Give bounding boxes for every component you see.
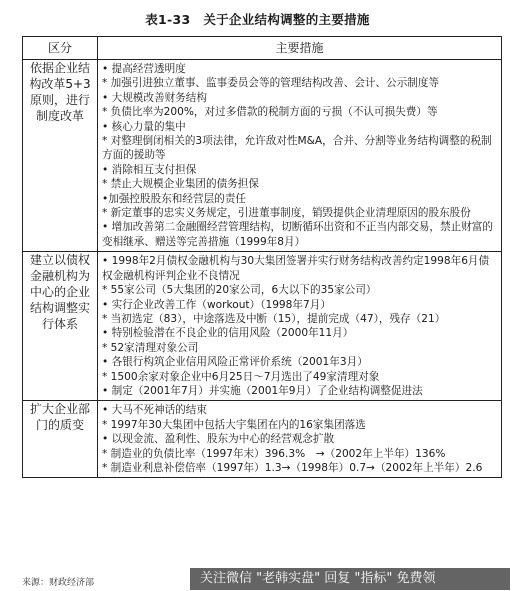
- measure-item: • 大规模改善财务结构: [102, 91, 207, 104]
- measure-item: • 消除相互支付担保: [102, 163, 197, 176]
- source-note: 来源：财政经济部: [22, 578, 95, 588]
- measure-item: * 当初选定（83），中途落选及中断（15），提前完成（47），残存（21）: [102, 312, 446, 325]
- table-row: [23, 401, 502, 478]
- row-measures: [98, 60, 502, 252]
- measure-item: * 负债比率为200%，对过多借款的税制方面的亏损（不认可损失费）等: [102, 106, 438, 119]
- measure-item: * 新定董事的忠实义务规定，引进董事制度，销毁提供企业清理原因的股东股份: [102, 207, 471, 220]
- measure-item: •加强控股股东和经营层的责任: [102, 192, 246, 205]
- measure-item: • 1998年2月债权金融机构与30大集团签署并实行财务结构改善约定1998年6月债权金融机构评判企业不良情况: [102, 255, 490, 282]
- measure-item: • 制定（2001年7月）并实施（2001年9月）了企业结构调整促进法: [102, 384, 423, 397]
- measure-item: * 禁止大规模企业集团的债务担保: [102, 178, 259, 191]
- measure-item: • 实行企业改善工作（workout）（1998年7月）: [102, 298, 331, 311]
- header-category: 区分: [23, 37, 98, 60]
- measure-item: • 核心力量的集中: [102, 120, 186, 133]
- row-measures: [98, 252, 502, 401]
- table-row: [23, 60, 502, 252]
- measure-item: * 55家公司（5大集团的20家公司，6大以下的35家公司）: [102, 284, 377, 297]
- measure-item: • 以现金流、盈利性、股东为中心的经营观念扩散: [102, 433, 335, 446]
- row-category: 建立以债权金融机构为中心的企业结构调整实行体系: [23, 252, 98, 401]
- row-measures: [98, 401, 502, 478]
- measures-table: [22, 36, 502, 478]
- measure-item: * 制造业的负债比率（1997年末）396.3% →（2002年上半年）136%: [102, 447, 446, 460]
- watermark-banner: 关注微信 "老韩实盘" 回复 "指标" 免费领: [190, 568, 510, 590]
- measure-item: * 对整理倒闭相关的3项法律，允许敌对性M&A，合并、分割等业务结构调整的税制方面的援助等: [102, 135, 492, 162]
- measure-item: * 1500余家对象企业中6月25日～7月选出了49家清理对象: [102, 370, 380, 383]
- row-category: 扩大企业部门的质变: [23, 401, 98, 478]
- table-row: [23, 252, 502, 401]
- measure-item: * 制造业利息补偿倍率（1997年）1.3→（1998年）0.7→（2002年上半年）2.6: [102, 461, 483, 474]
- measure-item: • 各银行构筑企业信用风险正常评价系统（2001年3月）: [102, 356, 368, 369]
- table-body: [23, 60, 502, 478]
- row-category: 依据企业结构改革5+3原则，进行制度改革: [23, 60, 98, 252]
- header-measures: 主要措施: [98, 37, 502, 60]
- measure-item: * 加强引进独立董事、监事委员会等的管理结构改善、会计、公示制度等: [102, 77, 440, 90]
- table-title: 表1-33 关于企业结构调整的主要措施: [145, 12, 370, 27]
- measure-item: * 52家清理对象公司: [102, 341, 199, 354]
- measure-item: • 增加改善第二金融圈经营管理结构，切断循环出资和不正当内部交易，禁止财富的变相继承、赠送等完善措施（1999年8月）: [102, 221, 493, 248]
- measure-item: • 特别检验潜在不良企业的信用风险（2000年11月）: [102, 327, 354, 340]
- measure-item: • 提高经营透明度: [102, 63, 186, 75]
- measure-item: * 1997年30大集团中包括大宇集团在内的16家集团落选: [102, 418, 366, 431]
- measure-item: • 大马不死神话的结束: [102, 404, 207, 417]
- table-header-row: [23, 37, 502, 60]
